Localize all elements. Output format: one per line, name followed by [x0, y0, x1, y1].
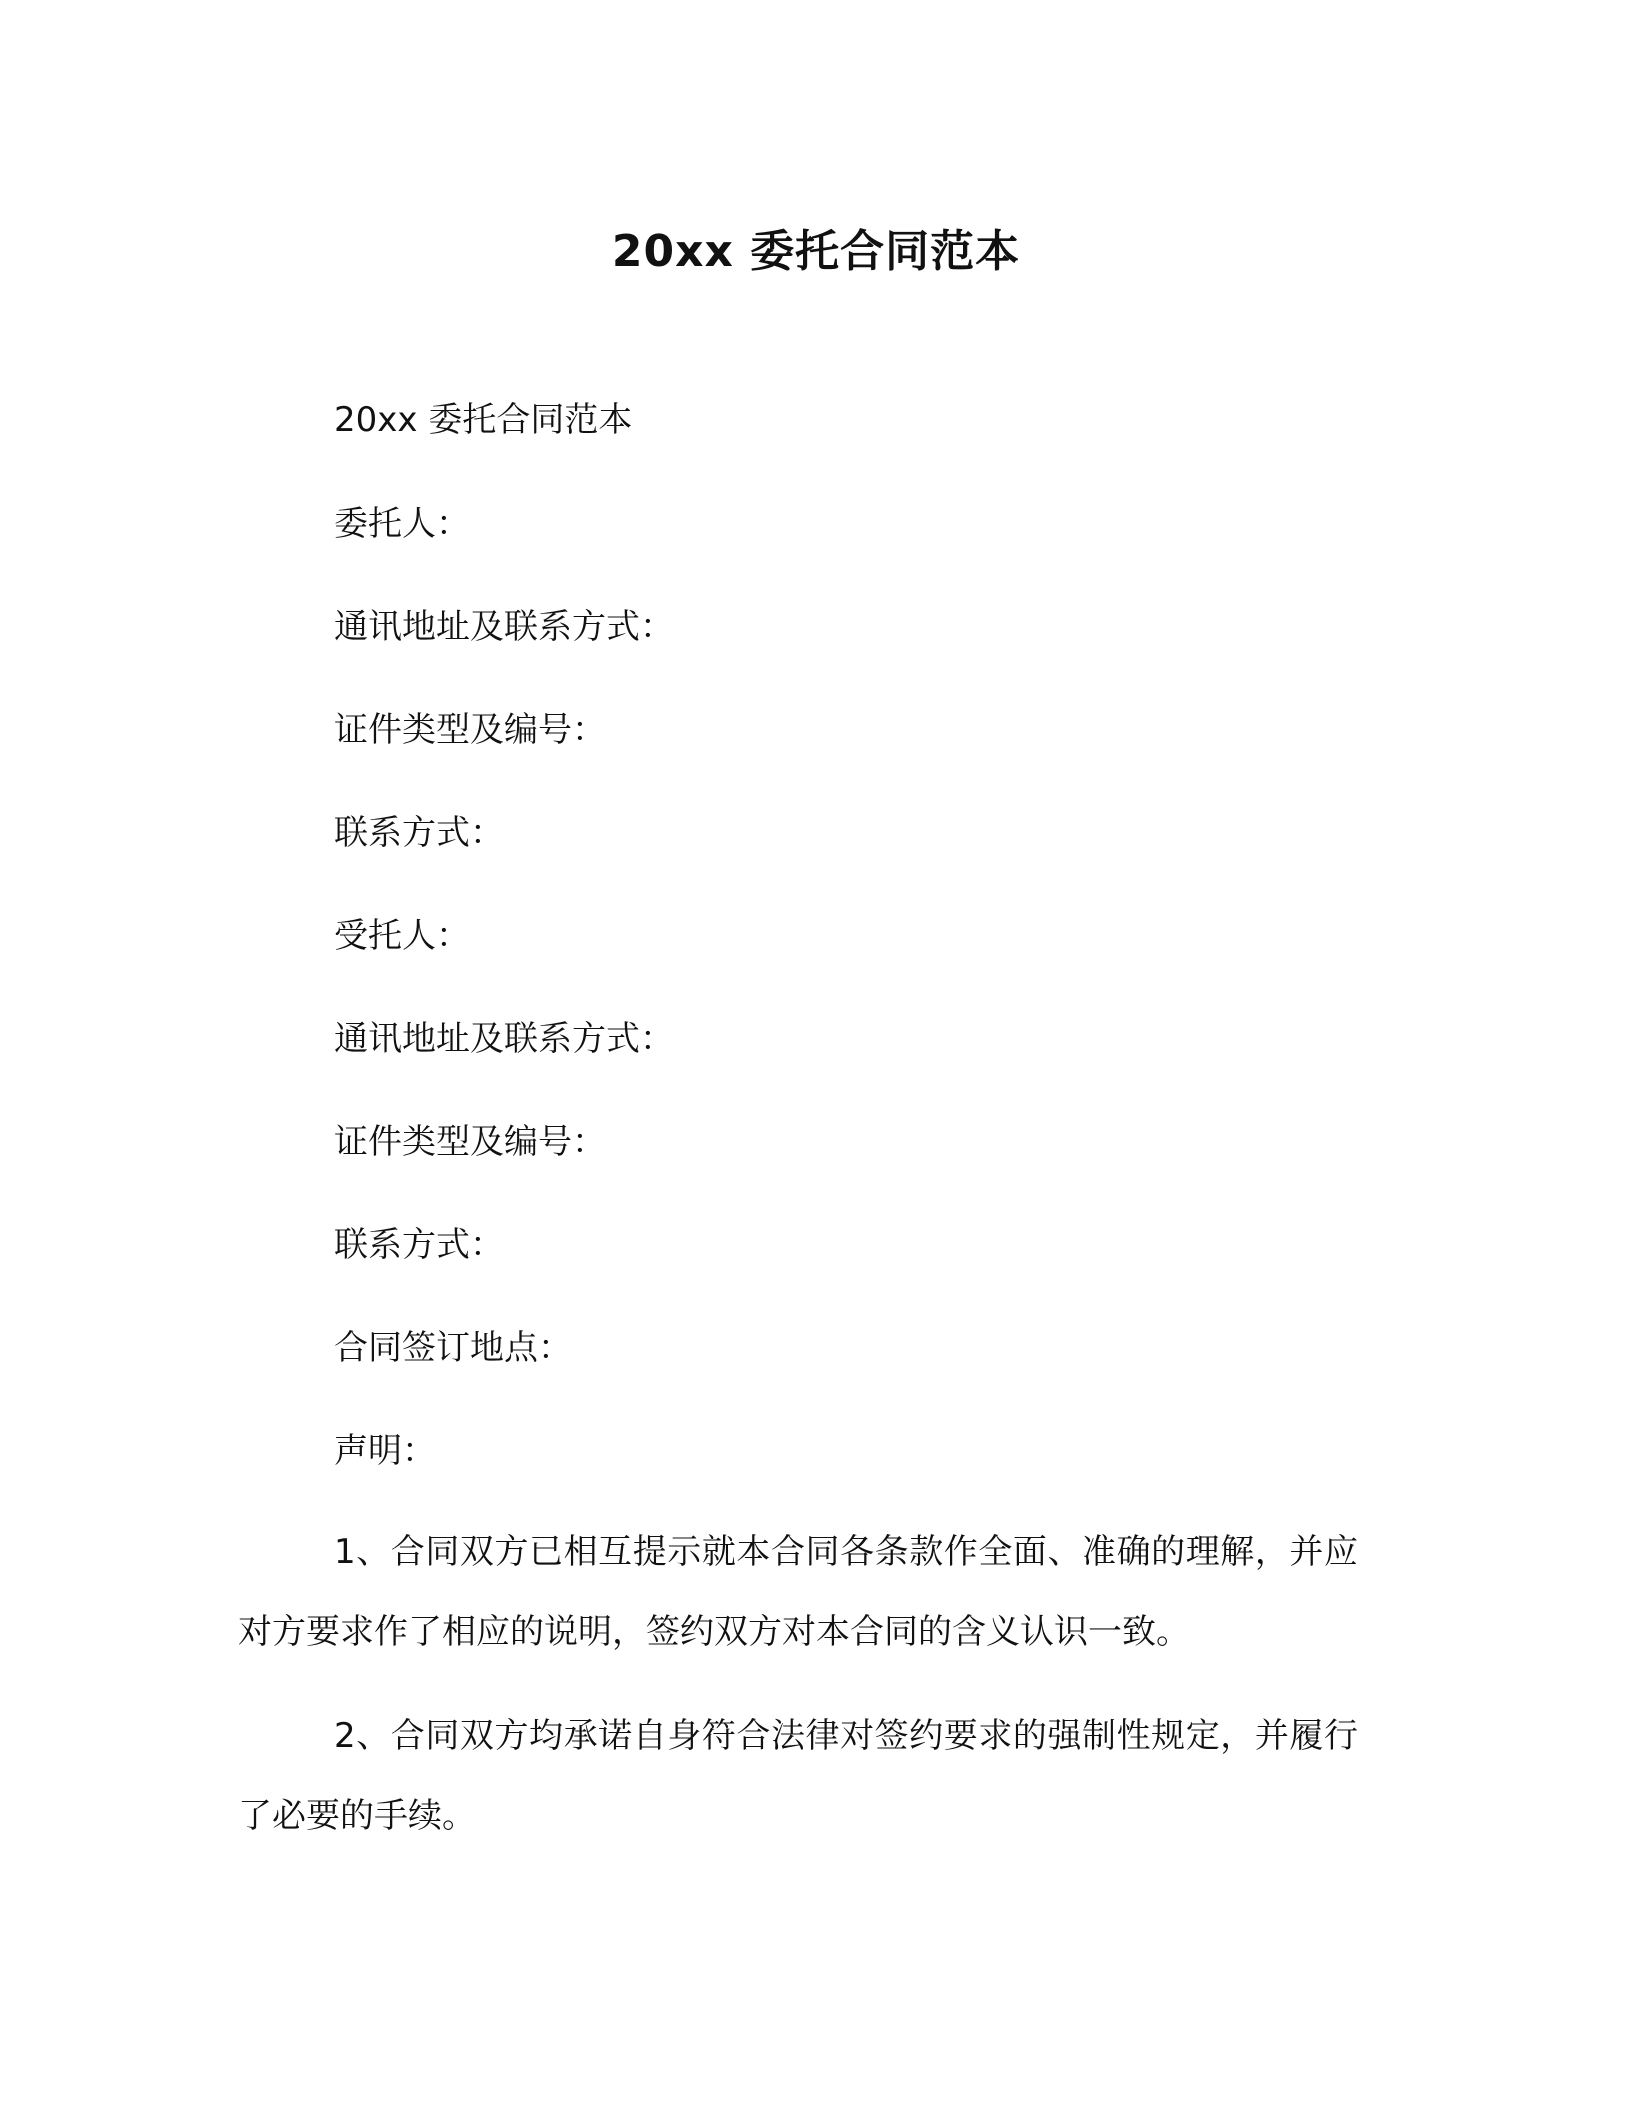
field-principal-id: 证件类型及编号：: [334, 710, 606, 750]
clause-2: 2、合同双方均承诺自身符合法律对签约要求的强制性规定，并履行了必要的手续。: [238, 1716, 1358, 1836]
field-declaration: 声明：: [334, 1431, 436, 1471]
clause-1: 1、合同双方已相互提示就本合同各条款作全面、准确的理解，并应对方要求作了相应的说明，签约双方对本合同的含义认识一致。: [238, 1532, 1358, 1652]
field-agent-contact: 联系方式：: [334, 1225, 504, 1265]
field-principal-contact: 联系方式：: [334, 813, 504, 853]
document-subtitle: 20xx 委托合同范本: [334, 400, 633, 440]
field-principal: 委托人：: [334, 504, 470, 544]
field-agent-id: 证件类型及编号：: [334, 1122, 606, 1162]
field-principal-address: 通讯地址及联系方式：: [334, 607, 674, 647]
field-agent-address: 通讯地址及联系方式：: [334, 1019, 674, 1059]
field-signing-place: 合同签订地点：: [334, 1328, 572, 1368]
field-agent: 受托人：: [334, 916, 470, 956]
document-title: 20xx 委托合同范本: [611, 226, 1021, 277]
